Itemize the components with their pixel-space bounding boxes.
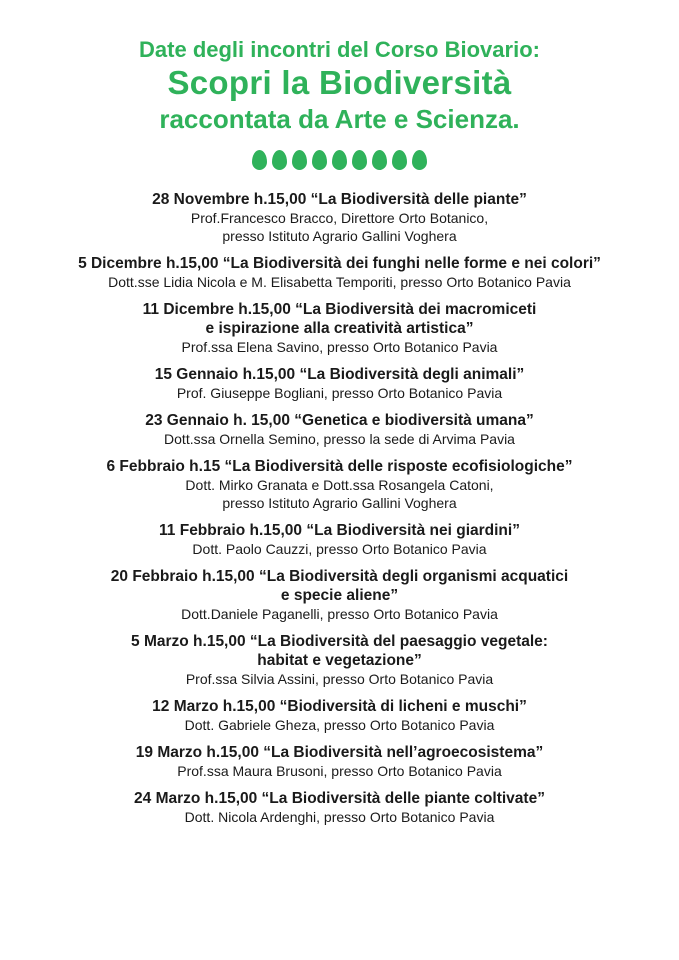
drop-icon bbox=[312, 150, 327, 170]
event-title: 6 Febbraio h.15 “La Biodiversità delle risposte ecofisiologiche” bbox=[106, 458, 573, 475]
event-speaker-location: Dott.Daniele Paganelli, presso Orto Botanico Pavia bbox=[181, 606, 498, 622]
event-speaker-location: Dott. Nicola Ardenghi, presso Orto Botanico Pavia bbox=[184, 809, 495, 825]
event-item bbox=[0, 743, 679, 780]
event-speaker-location: Prof. Giuseppe Bogliani, presso Orto Botanico Pavia bbox=[176, 385, 503, 401]
drop-icon bbox=[272, 150, 287, 170]
header-tagline: raccontata da Arte e Scienza. bbox=[159, 104, 520, 134]
drop-icon bbox=[392, 150, 407, 170]
event-title: 11 Febbraio h.15,00 “La Biodiversità nei giardini” bbox=[159, 522, 520, 539]
event-title: e specie aliene” bbox=[280, 587, 399, 604]
event-title: 20 Febbraio h.15,00 “La Biodiversità degli organismi acquatici bbox=[110, 568, 569, 585]
drop-icon bbox=[412, 150, 427, 170]
event-speaker-location: Dott. Mirko Granata e Dott.ssa Rosangela Catoni, bbox=[185, 477, 494, 493]
drop-icon bbox=[332, 150, 347, 170]
event-speaker-location: Dott. Gabriele Gheza, presso Orto Botanico Pavia bbox=[184, 717, 495, 733]
drop-icon bbox=[292, 150, 307, 170]
event-list bbox=[0, 190, 679, 826]
event-item bbox=[0, 300, 679, 356]
event-title: 28 Novembre h.15,00 “La Biodiversità delle piante” bbox=[152, 191, 527, 208]
event-speaker-location: Prof.ssa Silvia Assini, presso Orto Botanico Pavia bbox=[185, 671, 494, 687]
drop-icon bbox=[252, 150, 267, 170]
event-title: 11 Dicembre h.15,00 “La Biodiversità dei macromiceti bbox=[142, 301, 537, 318]
event-item bbox=[0, 521, 679, 558]
event-speaker-location: Prof.ssa Elena Savino, presso Orto Botanico Pavia bbox=[181, 339, 498, 355]
drop-icon bbox=[352, 150, 367, 170]
event-title: 5 Marzo h.15,00 “La Biodiversità del paesaggio vegetale: bbox=[131, 633, 548, 650]
event-speaker-location: presso Istituto Agrario Gallini Voghera bbox=[222, 495, 457, 511]
drop-icon bbox=[372, 150, 387, 170]
event-title: 24 Marzo h.15,00 “La Biodiversità delle piante coltivate” bbox=[134, 790, 545, 807]
event-item bbox=[0, 632, 679, 688]
event-speaker-location: Dott.sse Lidia Nicola e M. Elisabetta Temporiti, presso Orto Botanico Pavia bbox=[108, 274, 571, 290]
drop-divider bbox=[0, 150, 679, 176]
event-item bbox=[0, 457, 679, 512]
event-speaker-location: Prof.ssa Maura Brusoni, presso Orto Botanico Pavia bbox=[177, 763, 502, 779]
event-title: 5 Dicembre h.15,00 “La Biodiversità dei funghi nelle forme e nei colori” bbox=[78, 255, 601, 272]
event-item bbox=[0, 567, 679, 623]
event-title: 23 Gennaio h. 15,00 “Genetica e biodiversità umana” bbox=[145, 412, 534, 429]
header-subtitle: Date degli incontri del Corso Biovario: bbox=[139, 37, 540, 62]
event-item bbox=[0, 789, 679, 826]
header-title: Scopri la Biodiversità bbox=[167, 64, 512, 101]
event-title: 15 Gennaio h.15,00 “La Biodiversità degli animali” bbox=[154, 366, 525, 383]
event-speaker-location: Dott. Paolo Cauzzi, presso Orto Botanico Pavia bbox=[192, 541, 487, 557]
event-item bbox=[0, 697, 679, 734]
event-item bbox=[0, 365, 679, 402]
event-item bbox=[0, 190, 679, 245]
event-item bbox=[0, 411, 679, 448]
event-title: 12 Marzo h.15,00 “Biodiversità di licheni e muschi” bbox=[152, 698, 527, 715]
event-speaker-location: Prof.Francesco Bracco, Direttore Orto Botanico, bbox=[190, 210, 489, 226]
poster-header bbox=[0, 0, 679, 136]
event-speaker-location: Dott.ssa Ornella Semino, presso la sede di Arvima Pavia bbox=[164, 431, 515, 447]
event-title: 19 Marzo h.15,00 “La Biodiversità nell’agroecosistema” bbox=[135, 744, 544, 761]
event-title: e ispirazione alla creatività artistica” bbox=[205, 320, 474, 337]
event-speaker-location: presso Istituto Agrario Gallini Voghera bbox=[222, 228, 457, 244]
event-title: habitat e vegetazione” bbox=[257, 652, 422, 669]
event-item bbox=[0, 254, 679, 291]
